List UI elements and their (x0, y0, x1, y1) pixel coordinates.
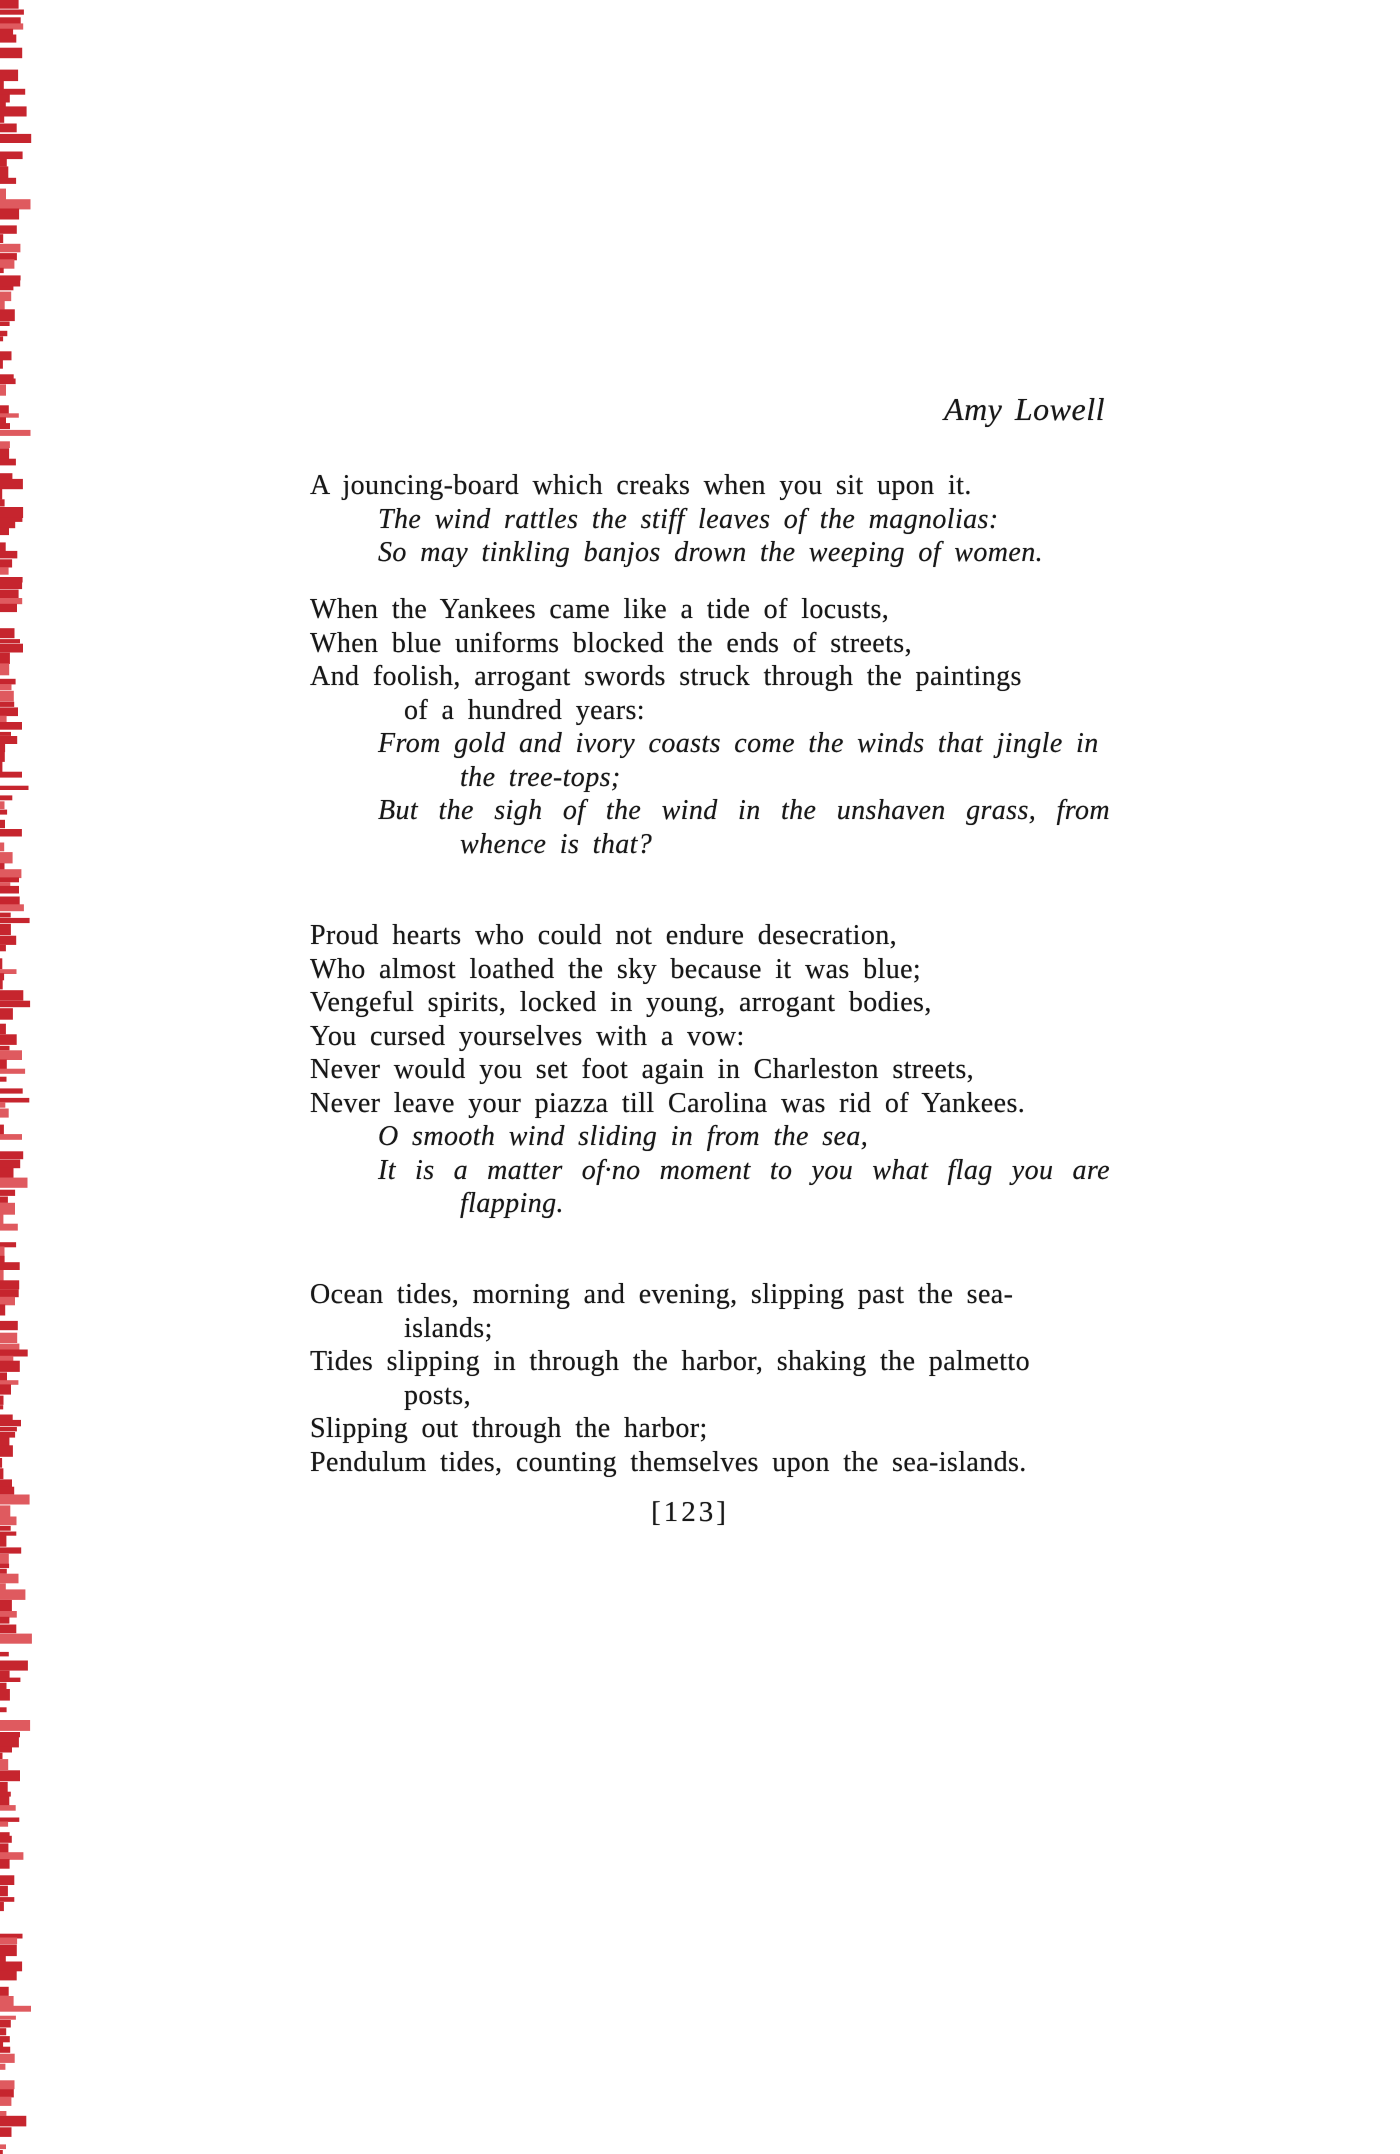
poem-line: O smooth wind sliding in from the sea, (378, 1121, 869, 1152)
stanza (310, 1278, 1120, 1479)
poem-line: The wind rattles the stiff leaves of the magnolias: (378, 503, 999, 535)
poem-line: It is a matter of·no moment to you what flag you are (378, 1154, 1110, 1186)
poem-line: And foolish, arrogant swords struck through the paintings (310, 661, 1022, 692)
poem-line: posts, (404, 1379, 471, 1411)
poem-line: So may tinkling banjos drown the weeping of women. (378, 537, 1044, 568)
stanza (310, 919, 1120, 1221)
poem-line: flapping. (460, 1188, 564, 1219)
poem-line: You cursed yourselves with a vow: (310, 1020, 745, 1052)
page-number: [123] (651, 1496, 729, 1528)
poem-line: Pendulum tides, counting themselves upon the sea-islands. (310, 1446, 1027, 1478)
poem-line: islands; (404, 1312, 493, 1344)
poem-line: When blue uniforms blocked the ends of streets, (310, 627, 912, 659)
poem-line: A jouncing-board which creaks when you sit upon it. (310, 470, 972, 501)
stanza (310, 593, 1120, 861)
torn-red-page-edge (0, 0, 34, 2154)
poem-line: whence is that? (460, 828, 653, 860)
poem-line: Proud hearts who could not endure desecration, (310, 920, 898, 951)
poem-line: Ocean tides, morning and evening, slipping past the sea- (310, 1279, 1014, 1310)
poem-line: Vengeful spirits, locked in young, arrogant bodies, (310, 987, 932, 1018)
poem-line: the tree-tops; (460, 761, 621, 793)
page-header-author: Amy Lowell (944, 391, 1105, 427)
poem-line: When the Yankees came like a tide of locusts, (310, 594, 890, 625)
stanza (310, 469, 1120, 570)
poem-line: Never leave your piazza till Carolina was rid of Yankees. (310, 1087, 1026, 1119)
poem-line: of a hundred years: (404, 694, 645, 726)
poem-line: But the sigh of the wind in the unshaven grass, from (378, 795, 1110, 826)
poem-line: From gold and ivory coasts come the winds that jingle in (378, 728, 1099, 759)
poem-line: Never would you set foot again in Charleston streets, (310, 1054, 975, 1085)
poem-line: Slipping out through the harbor; (310, 1413, 708, 1444)
poem-line: Who almost loathed the sky because it was blue; (310, 953, 922, 985)
poem-line: Tides slipping in through the harbor, shaking the palmetto (310, 1346, 1030, 1377)
